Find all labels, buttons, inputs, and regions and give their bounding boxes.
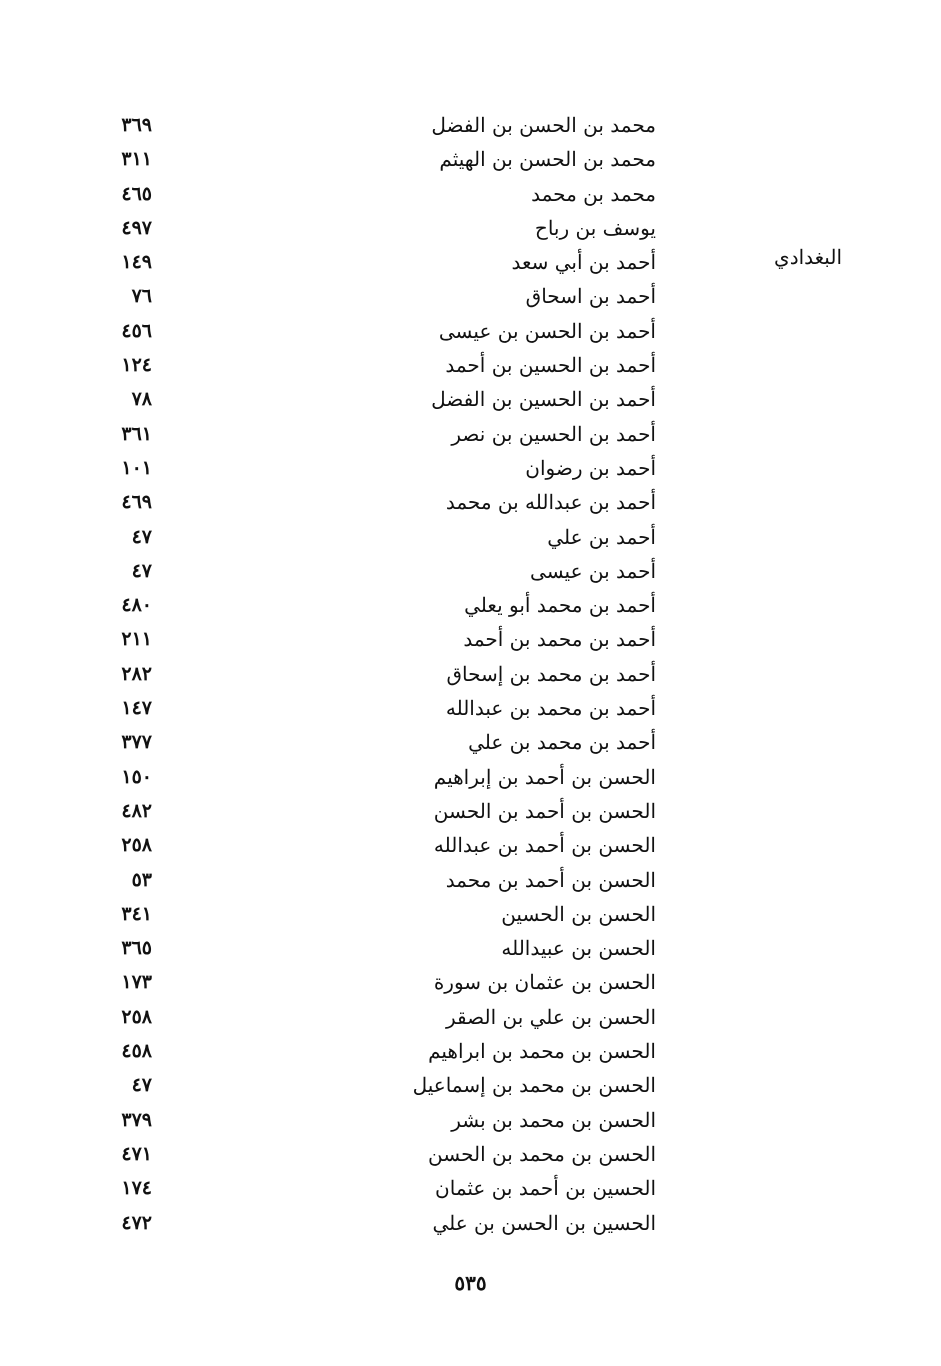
entry-name: محمد بن محمد [531, 181, 656, 206]
entry-name: أحمد بن محمد بن أحمد [463, 627, 656, 652]
entry-name: أحمد بن الحسين بن أحمد [445, 353, 656, 378]
index-entry [100, 382, 660, 416]
entry-page-number: ٤٧ [131, 525, 152, 548]
entry-name: الحسن بن علي بن الصقر [445, 1004, 656, 1029]
entry-page-number: ١٤٩ [121, 251, 152, 274]
index-entry [100, 1171, 660, 1205]
index-entry [100, 1068, 660, 1102]
entry-name: الحسن بن عثمان بن سورة [433, 970, 656, 995]
entry-name: يوسف بن رباح [534, 215, 656, 240]
entry-page-number: ٢٥٨ [121, 834, 152, 857]
entry-name: أحمد بن أبي سعد [511, 250, 656, 275]
section-label: البغدادي [774, 245, 842, 269]
entry-page-number: ٣١١ [121, 148, 152, 171]
index-entry [100, 485, 660, 519]
entry-page-number: ٢٨٢ [121, 662, 152, 685]
entry-page-number: ٤٧١ [121, 1142, 152, 1165]
entry-page-number: ٤٦٩ [121, 491, 152, 514]
index-entry [100, 931, 660, 965]
entry-page-number: ١٠١ [121, 456, 152, 479]
entry-name: الحسن بن الحسين [501, 901, 656, 926]
entry-page-number: ٤٧ [131, 559, 152, 582]
entry-name: الحسن بن أحمد بن الحسن [433, 798, 656, 823]
entry-page-number: ٥٣ [131, 868, 152, 891]
entry-name: أحمد بن الحسين بن الفضل [431, 387, 656, 412]
entry-name: الحسن بن أحمد بن عبدالله [433, 833, 656, 858]
entry-page-number: ٧٨ [131, 388, 152, 411]
entry-name: الحسن بن محمد بن ابراهيم [428, 1039, 656, 1064]
entry-name: أحمد بن محمد بن إسحاق [446, 661, 656, 686]
entry-name: الحسن بن أحمد بن محمد [445, 867, 656, 892]
index-entries [100, 108, 660, 1240]
entry-page-number: ٣٦١ [121, 422, 152, 445]
index-entry [100, 1103, 660, 1137]
entry-name: محمد بن الحسن بن الفضل [431, 113, 656, 137]
entry-name: أحمد بن رضوان [525, 455, 656, 480]
index-entry [100, 1137, 660, 1171]
entry-page-number: ٣٧٧ [121, 731, 152, 754]
entry-page-number: ٤٥٨ [121, 1040, 152, 1063]
index-entry [100, 348, 660, 382]
entry-name: أحمد بن عبدالله بن محمد [445, 490, 656, 515]
index-entry [100, 588, 660, 622]
entry-name: أحمد بن الحسين بن نصر [451, 421, 656, 446]
entry-page-number: ٢٥٨ [121, 1005, 152, 1028]
entry-name: الحسن بن عبيدالله [501, 936, 656, 961]
index-entry [100, 794, 660, 828]
entry-name: أحمد بن محمد أبو يعلي [464, 593, 656, 618]
entry-name: أحمد بن محمد بن علي [468, 730, 656, 755]
index-entry [100, 622, 660, 656]
entry-name: الحسن بن محمد بن بشر [451, 1107, 656, 1132]
entry-page-number: ١٤٧ [121, 697, 152, 720]
entry-page-number: ٢١١ [121, 628, 152, 651]
entry-name: الحسن بن محمد بن الحسن [428, 1141, 656, 1166]
entry-page-number: ٤٦٥ [121, 182, 152, 205]
index-entry [100, 451, 660, 485]
entry-page-number: ٤٧٢ [121, 1211, 152, 1234]
index-entry [100, 245, 660, 279]
entry-page-number: ١٧٣ [121, 971, 152, 994]
entry-name: أحمد بن اسحاق [525, 284, 656, 309]
entry-name: أحمد بن علي [547, 524, 656, 549]
index-entry [100, 177, 660, 211]
entry-page-number: ٣٤١ [121, 902, 152, 925]
index-entry [100, 691, 660, 725]
entry-page-number: ١٧٤ [121, 1177, 152, 1200]
entry-page-number: ٤٥٦ [121, 319, 152, 342]
entry-page-number: ٤٨٠ [121, 594, 152, 617]
entry-page-number: ٤٧ [131, 1074, 152, 1097]
entry-page-number: ٤٩٧ [121, 216, 152, 239]
entry-name: أحمد بن الحسن بن عيسى [438, 318, 656, 343]
index-entry [100, 1034, 660, 1068]
index-entry [100, 657, 660, 691]
entry-page-number: ١٥٠ [121, 765, 152, 788]
index-entry [100, 725, 660, 759]
index-entry [100, 965, 660, 999]
index-entry [100, 417, 660, 451]
entry-name: الحسين بن أحمد بن عثمان [435, 1176, 656, 1201]
entry-page-number: ٣٦٥ [121, 937, 152, 960]
index-entry [100, 1206, 660, 1240]
index-entry [100, 554, 660, 588]
entry-page-number: ٤٨٢ [121, 799, 152, 822]
entry-page-number: ٣٧٩ [121, 1108, 152, 1131]
index-entry [100, 279, 660, 313]
entry-name: الحسن بن محمد بن إسماعيل [412, 1073, 656, 1098]
index-entry [100, 520, 660, 554]
index-entry [100, 1000, 660, 1034]
index-entry [100, 828, 660, 862]
index-entry [100, 314, 660, 348]
entry-name: محمد بن الحسن بن الهيثم [439, 147, 656, 172]
page-number: ٥٣٥ [454, 1271, 487, 1295]
entry-page-number: ٣٦٩ [121, 114, 152, 136]
index-entry [100, 760, 660, 794]
index-entry [100, 897, 660, 931]
entry-page-number: ٧٦ [131, 285, 152, 308]
entry-page-number: ١٢٤ [121, 354, 152, 377]
index-entry [100, 863, 660, 897]
index-entry [100, 211, 660, 245]
entry-name: الحسن بن أحمد بن إبراهيم [433, 764, 656, 789]
index-entry [100, 108, 660, 142]
entry-name: الحسين بن الحسن بن علي [432, 1210, 656, 1235]
index-entry [100, 142, 660, 176]
entry-name: أحمد بن محمد بن عبدالله [445, 696, 656, 721]
entry-name: أحمد بن عيسى [530, 558, 656, 583]
